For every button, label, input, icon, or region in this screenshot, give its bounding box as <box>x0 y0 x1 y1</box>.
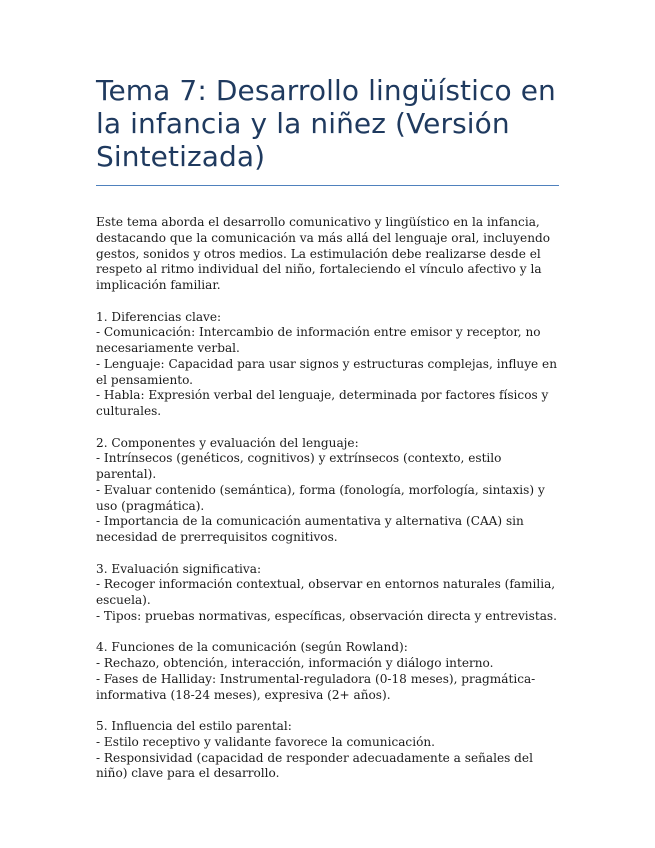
list-item: - Fases de Halliday: Instrumental-reguladora (0-18 meses), pragmática-informativa (18-24 meses), expresiva (2+ años). <box>96 671 536 702</box>
section-heading: 5. Influencia del estilo parental: <box>96 719 292 733</box>
intro-paragraph: Este tema aborda el desarrollo comunicativo y lingüístico en la infancia, destacando que la comunicación va más allá del lenguaje oral, incluyendo gestos, sonidos y otros medios. La estimulación debe realizarse desde el respeto al ritmo individual del niño, fortaleciendo el vínculo afectivo y la implicación familiar. <box>96 215 551 292</box>
document-page <box>96 74 559 782</box>
list-item: - Lenguaje: Capacidad para usar signos y estructuras complejas, influye en el pensamiento. <box>96 356 557 387</box>
section-3 <box>96 562 559 625</box>
list-item: - Evaluar contenido (semántica), forma (fonología, morfología, sintaxis) y uso (pragmática). <box>96 482 545 513</box>
section-5 <box>96 719 559 782</box>
list-item: - Comunicación: Intercambio de información entre emisor y receptor, no necesariamente verbal. <box>96 325 541 355</box>
section-4 <box>96 640 559 703</box>
title-underline <box>96 185 559 186</box>
section-1 <box>96 310 559 420</box>
list-item: - Responsividad (capacidad de responder adecuadamente a señales del niño) clave para el desarrollo. <box>96 750 533 781</box>
section-2 <box>96 436 559 546</box>
list-item: - Rechazo, obtención, interacción, información y diálogo interno. <box>96 656 494 670</box>
list-item: - Intrínsecos (genéticos, cognitivos) y extrínsecos (contexto, estilo parental). <box>96 451 502 481</box>
list-item: - Habla: Expresión verbal del lenguaje, determinada por factores físicos y culturales. <box>96 388 549 418</box>
section-heading: 2. Componentes y evaluación del lenguaje: <box>96 435 359 450</box>
list-item: - Recoger información contextual, observar en entornos naturales (familia, escuela). <box>96 577 556 607</box>
list-item: - Tipos: pruebas normativas, específicas, observación directa y entrevistas. <box>96 608 557 623</box>
list-item: - Importancia de la comunicación aumentativa y alternativa (CAA) sin necesidad de prerrequisitos cognitivos. <box>96 514 524 544</box>
document-body <box>96 215 559 782</box>
section-heading: 4. Funciones de la comunicación (según Rowland): <box>96 640 408 655</box>
list-item: - Estilo receptivo y validante favorece la comunicación. <box>96 734 435 749</box>
section-heading: 3. Evaluación significativa: <box>96 561 262 576</box>
section-heading: 1. Diferencias clave: <box>96 309 222 324</box>
document-title: Tema 7: Desarrollo lingüístico en la infancia y la niñez (Versión Sintetizada) <box>96 74 556 173</box>
